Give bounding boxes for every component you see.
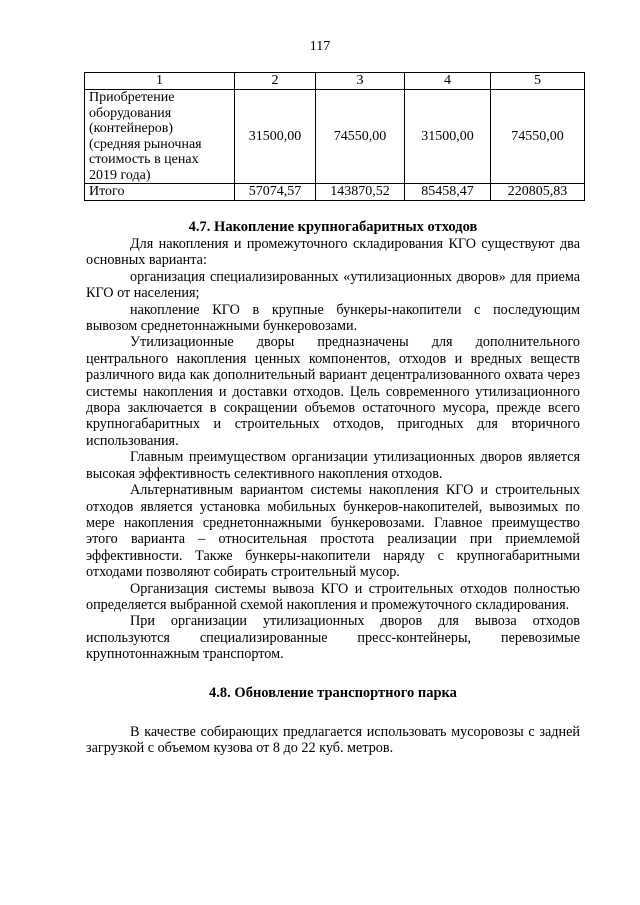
paragraph: При организации утилизационных дворов для вывоза отходов используются специализированные пресс-контейнеры, перевозимые крупнотоннажным транспортом. [86,613,580,663]
table-header-cell: 5 [491,73,585,90]
table-cell: 220805,83 [491,184,585,201]
table-cell: 74550,00 [316,90,405,184]
paragraph: накопление КГО в крупные бункеры-накопители с последующим вывозом среднетоннажными бункеровозами. [86,301,580,335]
table-row-label: Итого [85,184,235,201]
table-header-cell: 4 [405,73,491,90]
label-line: стоимость в ценах [89,152,199,167]
section-title-4-8: 4.8. Обновление транспортного парка [209,684,457,701]
table-cell: 31500,00 [235,90,316,184]
label-line: (средняя рыночная [89,136,202,152]
table-cell: 57074,57 [235,184,316,201]
table-header-cell: 2 [235,73,316,90]
cost-table [84,72,585,201]
table-cell: 143870,52 [316,184,405,201]
table-header-cell: 1 [85,73,235,90]
page-number: 117 [309,39,331,54]
table-row [85,90,585,184]
document-body [86,219,580,756]
table-total-row [85,184,585,201]
table-cell: 85458,47 [405,184,491,201]
table-header-cell: 3 [316,73,405,90]
paragraph: Главным преимуществом организации утилизационных дворов является высокая эффективность селективного накопления отходов. [86,449,580,482]
paragraph: Для накопления и промежуточного складирования КГО существуют два основных варианта: [86,236,580,269]
paragraph: организация специализированных «утилизационных дворов» для приема КГО от населения; [86,268,580,302]
paragraph: Организация системы вывоза КГО и строительных отходов полностью определяется выбранной схемой накопления и промежуточного складирования. [86,580,580,613]
label-line: Приобретение [89,90,175,105]
table-header-row [85,73,585,90]
label-line: оборудования [89,105,172,121]
table-cell: 74550,00 [491,90,585,184]
label-line: (контейнеров) [89,121,174,136]
section-title-4-7: 4.7. Накопление крупногабаритных отходов [188,219,478,235]
paragraph: В качестве собирающих предлагается использовать мусоровозы с задней загрузкой с объемом кузова от 8 до 22 куб. метров. [86,723,580,756]
paragraph: Альтернативным вариантом системы накопления КГО и строительных отходов является установка мобильных бункеров-накопителей, вывозимых по мере накопления среднетоннажными бункеровозами. Главное преимущество этого варианта – относительная простота реализации при приемлемой эффективности. Также бункеры-накопители наряду с крупногабаритными отходами позволяют собирать строительный мусор. [86,482,580,581]
table-cell: 31500,00 [405,90,491,184]
paragraph: Утилизационные дворы предназначены для дополнительного центрального накопления ценных компонентов, отходов и вредных веществ различного вида как дополнительный вариант децентрализованного охвата через системы накопления и доставки отходов. Цель современного утилизационного двора заключается в сокращении объемов остаточного мусора, прежде всего крупногабаритных и строительных отходов, пригодных для вторичного использования. [86,334,580,449]
table-row-label [85,90,235,184]
label-line: 2019 года) [89,167,151,183]
